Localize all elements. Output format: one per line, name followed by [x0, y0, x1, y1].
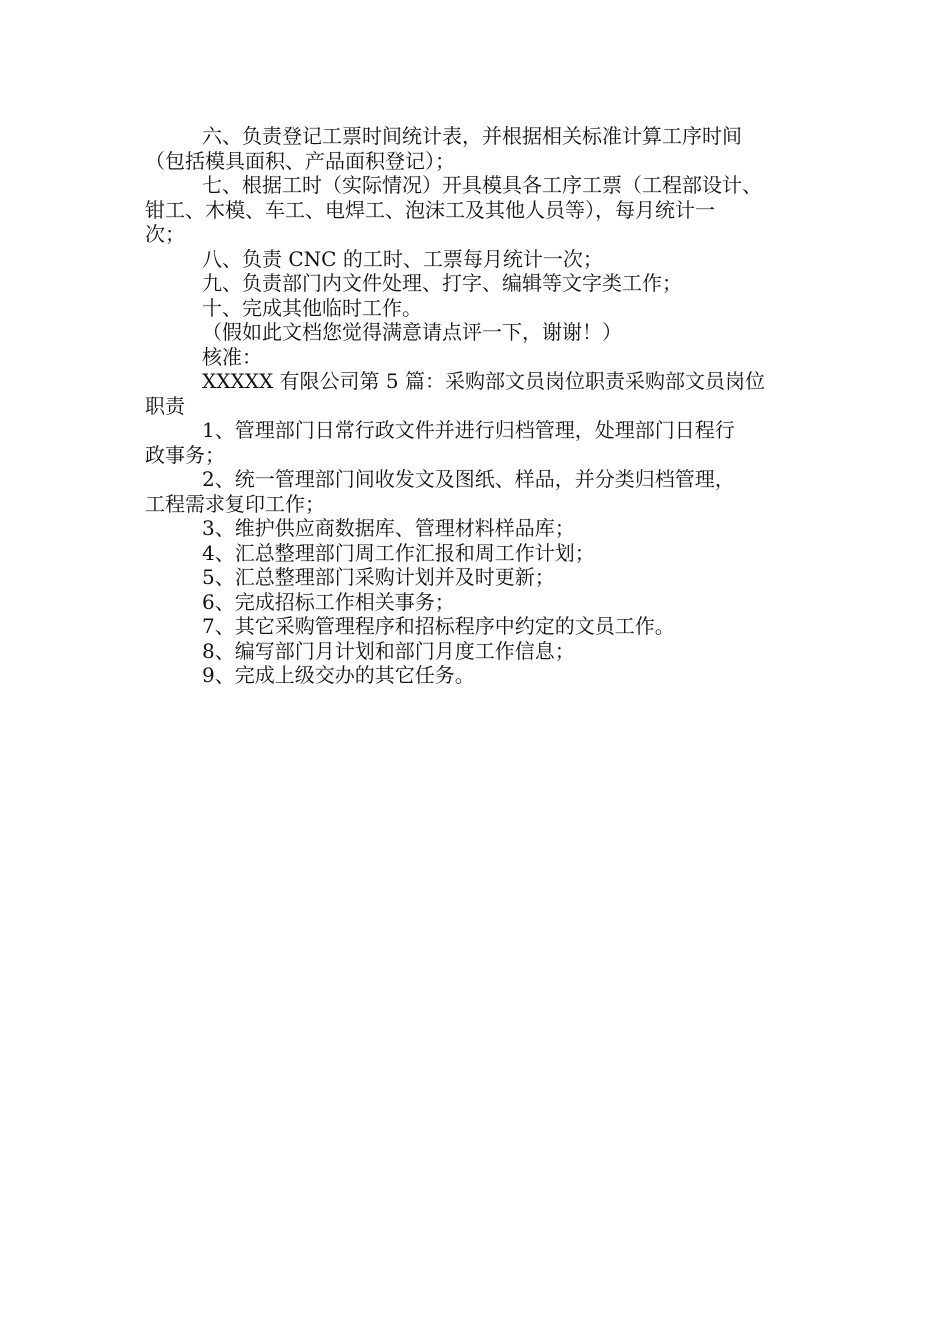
- text-line: 职责: [145, 393, 185, 418]
- text-line: 9、完成上级交办的其它任务。: [202, 663, 475, 687]
- text-line: 4、汇总整理部门周工作汇报和周工作计划；: [202, 540, 595, 565]
- text-line: 工程需求复印工作；: [145, 491, 325, 516]
- text-line: 钳工、木模、车工、电焊工、泡沫工及其他人员等），每月统计一: [145, 197, 715, 222]
- text-line: 5、汇总整理部门采购计划并及时更新；: [202, 565, 555, 589]
- text-line: 十、完成其他临时工作。: [202, 295, 422, 320]
- text-line: 核准：: [202, 344, 262, 369]
- text-line: 6、完成招标工作相关事务；: [202, 589, 455, 614]
- text-line: 七、根据工时（实际情况）开具模具各工序工票（工程部设计、: [202, 173, 762, 197]
- text-line: 7、其它采购管理程序和招标程序中约定的文员工作。: [202, 614, 675, 638]
- text-line: XXXXX 有限公司第 5 篇：采购部文员岗位职责采购部文员岗位: [202, 369, 765, 393]
- document-body: [145, 124, 815, 688]
- text-line: 九、负责部门内文件处理、打字、编辑等文字类工作；: [202, 271, 682, 295]
- text-line: 1、管理部门日常行政文件并进行归档管理，处理部门日程行: [202, 418, 735, 442]
- text-line: 3、维护供应商数据库、管理材料样品库；: [202, 516, 575, 540]
- text-line: 八、负责 CNC 的工时、工票每月统计一次；: [202, 246, 603, 271]
- text-line: （假如此文档您觉得满意请点评一下，谢谢！）: [202, 320, 622, 344]
- text-line: 六、负责登记工票时间统计表，并根据相关标准计算工序时间: [202, 124, 742, 148]
- text-line: 政事务；: [145, 442, 225, 467]
- text-line: 8、编写部门月计划和部门月度工作信息；: [202, 638, 575, 663]
- text-line: （包括模具面积、产品面积登记）；: [145, 148, 455, 173]
- text-line: 次；: [145, 222, 185, 246]
- text-line: 2、统一管理部门间收发文及图纸、样品，并分类归档管理，: [202, 467, 735, 491]
